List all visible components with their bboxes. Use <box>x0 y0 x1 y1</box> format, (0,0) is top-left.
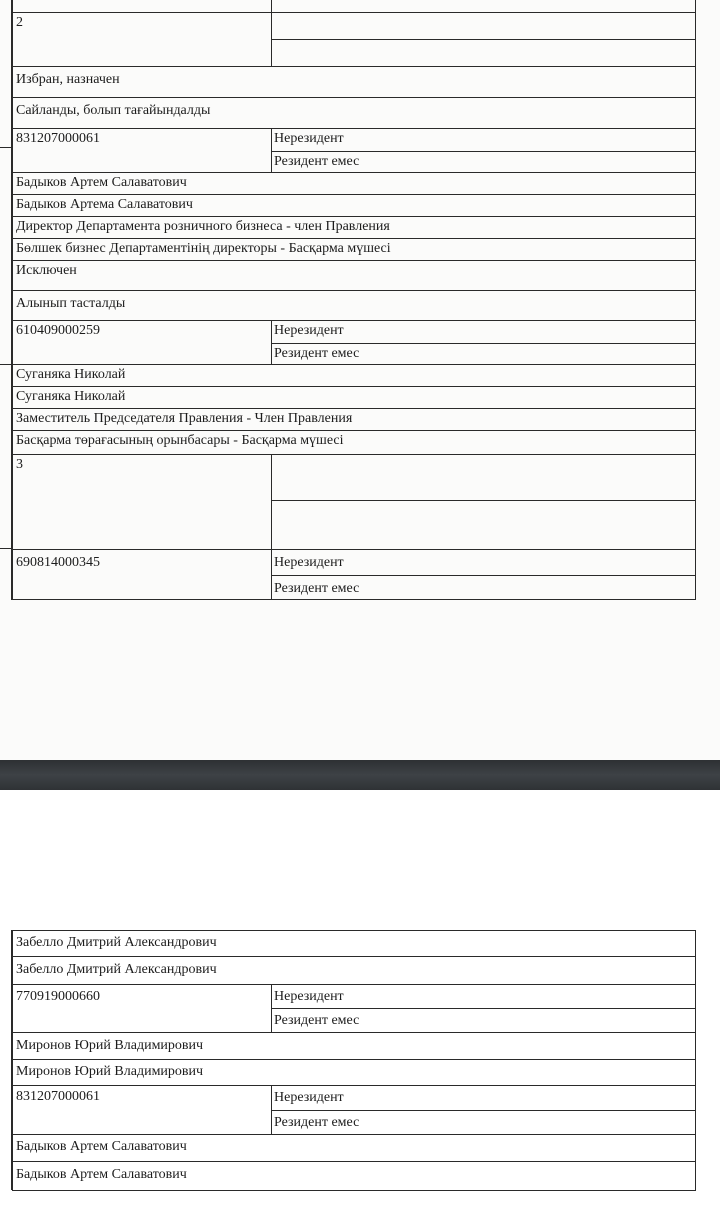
table-row <box>12 194 696 216</box>
table-row <box>12 1161 696 1191</box>
table-row <box>12 260 696 290</box>
table-row <box>12 0 696 12</box>
edge-tick <box>0 147 12 148</box>
iin-number: 690814000345 <box>16 555 100 570</box>
table-row <box>12 956 696 984</box>
iin-number: 610409000259 <box>16 323 100 338</box>
table-row <box>12 172 696 194</box>
table-row-iin <box>12 984 696 1032</box>
document-page-bottom <box>0 790 720 1205</box>
left-edge-column <box>0 930 12 1190</box>
table-row <box>12 290 696 320</box>
table-row-iin <box>12 128 696 172</box>
edge-tick <box>0 364 12 365</box>
person-name-kz: Суганяка Николай <box>16 389 126 404</box>
residency-kz: Резидент емес <box>274 154 360 169</box>
table-row <box>12 1059 696 1085</box>
table-row <box>12 216 696 238</box>
table-row <box>12 364 696 386</box>
table-row-iin <box>12 1085 696 1134</box>
table-row-index <box>12 12 696 66</box>
person-name-ru: Миронов Юрий Владимирович <box>16 1038 204 1053</box>
person-name-ru: Суганяка Николай <box>16 367 126 382</box>
residency-ru: Нерезидент <box>274 1090 344 1105</box>
left-edge-column <box>0 0 12 600</box>
residency-kz: Резидент емес <box>274 1013 360 1028</box>
table-row <box>12 408 696 430</box>
row-index: 2 <box>16 15 23 30</box>
table-row <box>12 97 696 128</box>
person-name-kz: Бадыков Артем Салаватович <box>16 1167 187 1182</box>
residency-kz: Резидент емес <box>274 346 360 361</box>
person-name-ru: Бадыков Артем Салаватович <box>16 1139 187 1154</box>
residency-kz: Резидент емес <box>274 1115 360 1130</box>
row-index: 3 <box>16 457 23 472</box>
residency-ru: Нерезидент <box>274 131 344 146</box>
position-ru: Директор Департамента розничного бизнеса - член Правления <box>16 219 390 234</box>
person-name-kz: Бадыков Артема Салаватович <box>16 197 193 212</box>
table-row-index <box>12 454 696 549</box>
person-name-kz: Миронов Юрий Владимирович <box>16 1064 204 1079</box>
residency-kz: Резидент емес <box>274 581 360 596</box>
position-ru: Заместитель Председателя Правления - Член Правления <box>16 411 353 426</box>
person-name-kz: Забелло Дмитрий Александрович <box>16 962 217 977</box>
residency-ru: Нерезидент <box>274 555 344 570</box>
status-text-kz: Алынып тасталды <box>16 296 126 311</box>
position-kz: Бөлшек бизнес Департаментінің директоры - Басқарма мүшесі <box>16 241 391 256</box>
table-row <box>12 386 696 408</box>
residency-ru: Нерезидент <box>274 989 344 1004</box>
table-row <box>12 930 696 956</box>
position-kz: Басқарма төрағасының орынбасары - Басқарма мүшесі <box>16 433 344 448</box>
table-row <box>12 430 696 454</box>
iin-number: 770919000660 <box>16 989 100 1004</box>
table-row <box>12 66 696 97</box>
status-text-kz: Сайланды, болып тағайындалды <box>16 103 211 118</box>
status-text-ru: Исключен <box>16 263 77 278</box>
table-row-iin <box>12 320 696 364</box>
iin-number: 831207000061 <box>16 131 100 146</box>
status-text-ru: Избран, назначен <box>16 72 120 87</box>
residency-ru: Нерезидент <box>274 323 344 338</box>
page-divider <box>0 760 720 790</box>
table-row <box>12 238 696 260</box>
table-row <box>12 1032 696 1059</box>
table-row-iin <box>12 549 696 600</box>
table-row <box>12 1134 696 1161</box>
person-name-ru: Забелло Дмитрий Александрович <box>16 935 217 950</box>
iin-number: 831207000061 <box>16 1089 100 1104</box>
edge-tick <box>0 548 12 549</box>
person-name-ru: Бадыков Артем Салаватович <box>16 175 187 190</box>
